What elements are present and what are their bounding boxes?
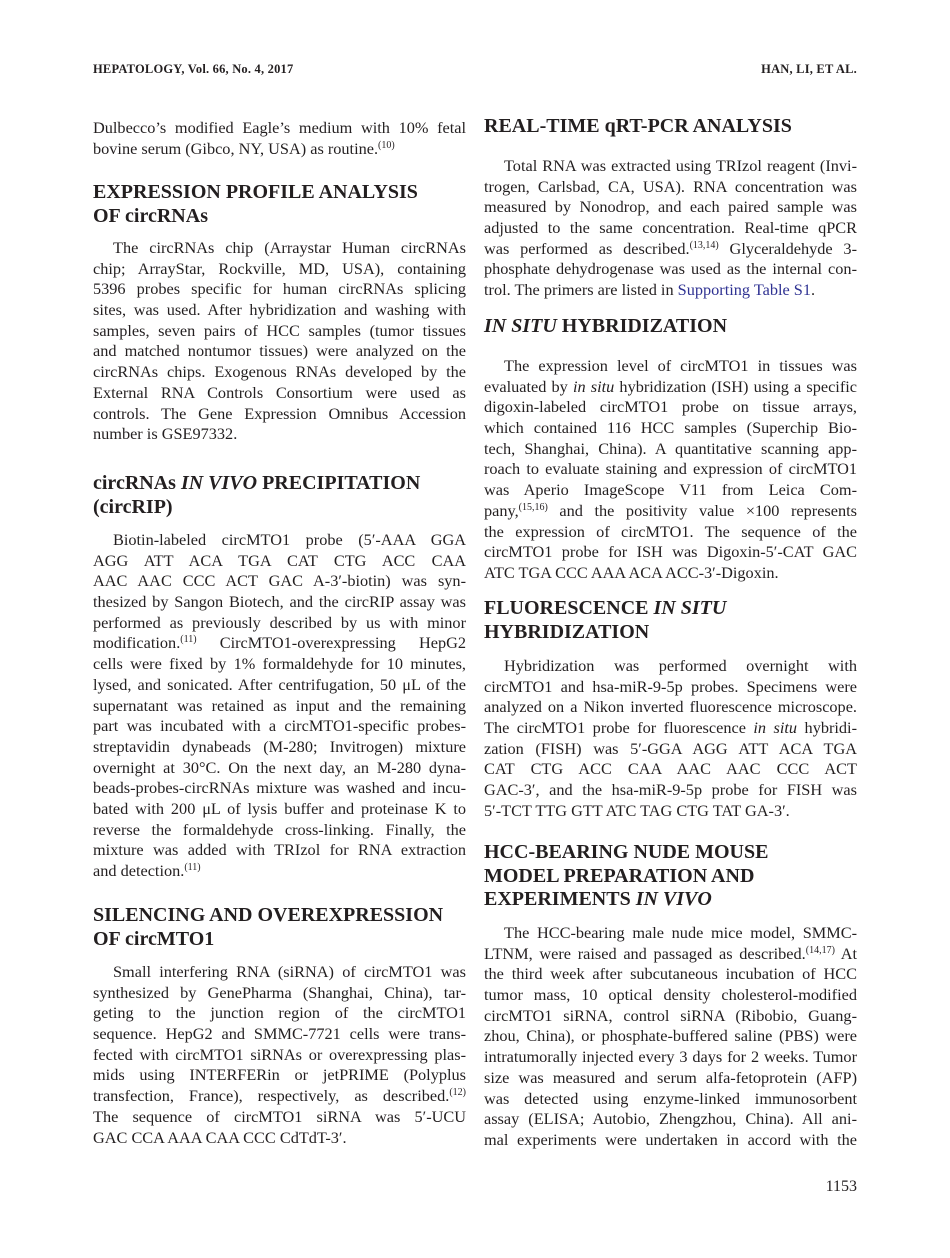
heading-line: REAL-TIME qRT-PCR ANALYSIS: [484, 115, 792, 137]
text-line: fected with circMTO1 siRNAs or overexpressing plas-: [93, 1044, 466, 1064]
text-line: modification.$^{(11)}$ CircMTO1-overexpressing HepG2: [93, 633, 466, 653]
text-line: analyzed on a Nikon inverted fluorescence microscope.: [484, 697, 857, 717]
text-line: measured by Nonodrop, and each paired sample was: [484, 197, 857, 217]
text-line: The circMTO1 probe for fluorescence in situ hybridi-: [484, 718, 858, 738]
text-line: The HCC-bearing male nude mice model, SMMC-: [504, 923, 857, 942]
text-line: mixture was added with TRIzol for RNA extraction: [93, 840, 466, 860]
paragraph: [93, 238, 466, 445]
italic-term: in situ: [753, 718, 798, 738]
text-line: geting to the junction region of the circMTO1: [93, 1003, 466, 1023]
text-line: the third week after subcutaneous incubation of HCC: [484, 964, 857, 984]
heading-line: IN SITU HYBRIDIZATION: [484, 315, 728, 337]
text-line: streptavidin dynabeads (M-280; Invitrogen) mixture: [93, 736, 466, 756]
text-line: digoxin-labeled circMTO1 probe on tissue arrays,: [484, 397, 857, 417]
text-line: zation (FISH) was 5′-GGA AGG ATT ACA TGA: [484, 738, 857, 758]
text-line: synthesized by GenePharma (Shanghai, China), tar-: [93, 982, 466, 1002]
supporting-info-link[interactable]: Supporting Table S1: [677, 280, 812, 300]
text-line: Dulbecco’s modified Eagle’s medium with 10% fetal: [93, 118, 466, 137]
text-line: size was measured and serum alfa-fetoprotein (AFP): [484, 1067, 857, 1087]
text-line: reverse the formaldehyde cross-linking. Finally, the: [93, 819, 466, 839]
text-line: bovine serum (Gibco, NY, USA) as routine.$^{(10)}$: [93, 138, 395, 158]
text-line: AAC AAC CCC ACT GAC A-3′-biotin) was syn-: [93, 571, 466, 591]
text-line: sequence. HepG2 and SMMC-7721 cells were trans-: [93, 1024, 466, 1044]
text-line: phosphate dehydrogenase was used as the internal con-: [484, 259, 857, 279]
section-heading: [484, 841, 857, 912]
text-line: performed as previously described by us with minor: [93, 612, 466, 632]
text-line: thesized by Sangon Biotech, and the circRIP assay was: [93, 592, 466, 612]
paragraph: [484, 356, 857, 584]
italic-term: IN SITU: [484, 315, 557, 337]
text-line: samples, seven pairs of HCC samples (tumor tissues: [93, 320, 466, 340]
text-line: was performed as described.$^{(13,14)}$ Glyceraldehyde 3-: [484, 238, 857, 258]
text-line: circMTO1 siRNA, control siRNA (Ribobio, Guang-: [484, 1005, 857, 1025]
text-line: The circRNAs chip (Arraystar Human circRNAs: [113, 238, 466, 257]
citation-ref: (10): [378, 139, 395, 151]
text-line: circMTO1 probe for ISH was Digoxin-5′-CAT GAC: [484, 542, 857, 562]
page-number: 1153: [825, 1178, 857, 1195]
text-line: the expression of circMTO1. The sequence of the: [484, 521, 857, 541]
citation-ref: (12): [449, 1087, 466, 1099]
text-line: part was incubated with a circMTO1-specific probes-: [93, 716, 466, 736]
running-head-journal: HEPATOLOGY, Vol. 66, No. 4, 2017: [93, 62, 294, 76]
text-line: number is GSE97332.: [93, 424, 238, 444]
heading-line: FLUORESCENCE IN SITU: [484, 597, 727, 619]
text-line: sites, was used. After hybridization and washing with: [93, 300, 466, 320]
text-line: GAC-3′, and the hsa-miR-9-5p probe for FISH was: [484, 780, 857, 800]
heading-line: OF circMTO1: [93, 927, 215, 950]
text-line: tech, Shanghai, China). A quantitative scanning app-: [484, 438, 857, 458]
text-line: circRNAs chips. Exogenous RNAs developed by the: [93, 362, 466, 382]
heading-line: (circRIP): [93, 495, 173, 518]
text-line: adjusted to the same concentration. Real-time qPCR: [484, 218, 857, 238]
italic-term: IN SITU: [653, 597, 727, 619]
text-line: External RNA Controls Consortium were used as: [93, 382, 466, 402]
section-heading: [93, 472, 466, 519]
italic-term: IN VIVO: [180, 472, 258, 494]
heading-line: HYBRIDIZATION: [484, 620, 650, 643]
text-line: The sequence of circMTO1 siRNA was 5′-UCU: [93, 1106, 466, 1126]
heading-line: EXPRESSION PROFILE ANALYSIS: [93, 181, 418, 203]
text-line: beads-probes-circRNAs mixture was washed and incu-: [93, 778, 466, 798]
text-line: GAC CCA AAA CAA CCC CdTdT-3′.: [93, 1127, 347, 1147]
paragraph: [93, 962, 466, 1148]
text-line: mids using INTERFERin or jetPRIME (Polyplus: [93, 1065, 466, 1085]
heading-line: circRNAs IN VIVO PRECIPITATION: [93, 472, 421, 494]
paragraph: [484, 156, 857, 301]
text-line: The expression level of circMTO1 in tissues was: [504, 356, 857, 375]
text-line: Biotin-labeled circMTO1 probe (5′-AAA GGA: [113, 530, 466, 549]
citation-ref: (15,16): [518, 501, 548, 513]
italic-term: IN VIVO: [635, 888, 712, 911]
text-line: zhou, China), or phosphate-buffered saline (PBS) were: [484, 1026, 857, 1046]
text-line: and detection.$^{(11)}$: [93, 861, 201, 880]
text-line: was Aperio ImageScope V11 from Leica Com-: [484, 480, 857, 500]
text-line: ATC TGA CCC AAA ACA ACC-3′-Digoxin.: [484, 562, 779, 582]
text-line: lysed, and sonicated. After centrifugation, 50 μL of the: [93, 674, 466, 694]
text-line: AGG ATT ACA TGA CAT CTG ACC CAA: [93, 550, 466, 570]
section-heading: [484, 597, 857, 644]
text-line: tumor mass, 10 optical density cholesterol-modified: [484, 985, 857, 1005]
text-line: roach to evaluate staining and expression of circMTO1: [484, 459, 857, 479]
citation-ref: (13,14): [689, 239, 719, 251]
text-line: was detected using enzyme-linked immunosorbent: [484, 1088, 857, 1108]
section-heading: [93, 904, 466, 951]
paragraph: [484, 656, 857, 822]
section-heading: [484, 315, 857, 339]
text-line: Hybridization was performed overnight with: [504, 656, 857, 675]
text-line: assay (ELISA; Autobio, Zhengzhou, China). All ani-: [484, 1109, 857, 1129]
text-line: 5396 probes specific for human circRNAs splicing: [93, 279, 466, 299]
text-line: Small interfering RNA (siRNA) of circMTO1 was: [113, 962, 466, 981]
section-heading: [484, 115, 857, 139]
citation-ref: (14,17): [805, 944, 835, 956]
text-line: pany,$^{(15,16)}$ and the positivity value ×100 represents: [484, 500, 857, 520]
text-line: supernatant was retained as input and the remaining: [93, 695, 466, 715]
text-line: transfection, France), respectively, as described.$^{(12)}$: [93, 1086, 466, 1106]
text-line: mal experiments were undertaken in accord with the: [484, 1129, 857, 1149]
text-line: bated with 200 μL of lysis buffer and proteinase K to: [93, 798, 466, 818]
text-line: LTNM, were raised and passaged as described.$^{(14,17)}$ At: [484, 943, 857, 963]
text-line: controls. The Gene Expression Omnibus Accession: [93, 403, 466, 423]
paragraph: [93, 530, 466, 882]
text-line: chip; ArrayStar, Rockville, MD, USA), containing: [93, 258, 466, 278]
text-line: 5′-TCT TTG GTT ATC TAG CTG TAT GA-3′.: [484, 800, 790, 820]
heading-line: MODEL PREPARATION AND: [484, 864, 755, 887]
heading-line: HCC-BEARING NUDE MOUSE: [484, 841, 769, 863]
text-line: Total RNA was extracted using TRIzol reagent (Invi-: [504, 156, 857, 175]
citation-ref: (11): [180, 634, 197, 646]
text-line: CAT CTG ACC CAA AAC AAC CCC ACT: [484, 759, 857, 779]
text-line: intratumorally injected every 3 days for 2 weeks. Tumor: [484, 1047, 857, 1067]
heading-line: EXPERIMENTS IN VIVO: [484, 888, 712, 911]
section-heading: [93, 181, 466, 228]
heading-line: OF circRNAs: [93, 204, 208, 227]
italic-term: in situ: [572, 376, 615, 396]
paragraph: [93, 118, 466, 159]
text-line: cells were fixed by 1% formaldehyde for 10 minutes,: [93, 654, 466, 674]
citation-ref: (11): [184, 862, 201, 873]
running-head-authors: HAN, LI, ET AL.: [761, 62, 857, 76]
paragraph: [484, 923, 857, 1151]
text-line: circMTO1 and hsa-miR-9-5p probes. Specimens were: [484, 676, 857, 696]
text-line: trogen, Carlsbad, CA, USA). RNA concentration was: [484, 176, 857, 196]
text-line: trol. The primers are listed in Supporting Table S1.: [484, 280, 816, 300]
heading-line: SILENCING AND OVEREXPRESSION: [93, 904, 444, 926]
text-line: which contained 116 HCC samples (Superchip Bio-: [484, 418, 857, 438]
text-line: and matched nontumor tissues) were analyzed on the: [93, 341, 466, 361]
text-line: evaluated by in situ hybridization (ISH) using a specific: [484, 376, 858, 396]
text-line: overnight at 30°C. On the next day, an M-280 dyna-: [93, 757, 466, 777]
